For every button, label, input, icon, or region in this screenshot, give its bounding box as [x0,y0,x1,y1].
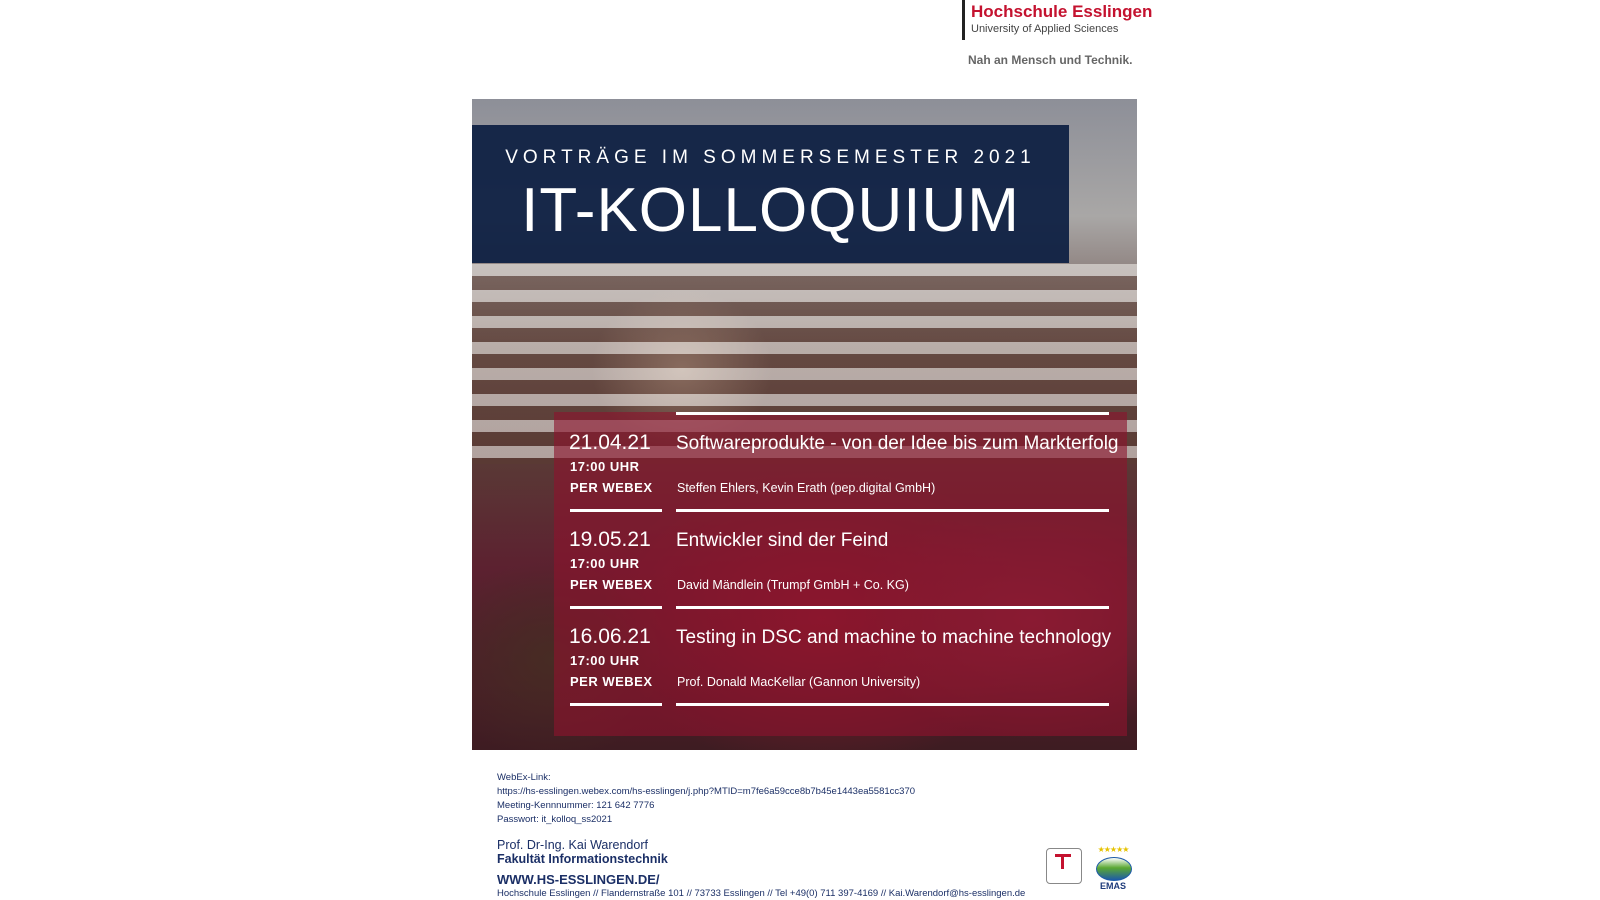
divider [570,703,662,706]
meeting-number: Meeting-Kennnummer: 121 642 7776 [497,800,655,811]
divider [570,509,662,512]
talk-location: PER WEBEX [570,577,653,592]
meeting-password: Passwort: it_kolloq_ss2021 [497,814,613,825]
university-name: Hochschule Esslingen [971,2,1153,21]
divider [676,703,1109,706]
poster-title: IT-KOLLOQUIUM [521,176,1020,245]
divider [676,509,1109,512]
professor-name: Prof. Dr-Ing. Kai Warendorf [497,838,648,852]
university-logo [962,0,1153,40]
talk-location: PER WEBEX [570,674,653,689]
divider [676,606,1109,609]
talk-time: 17:00 UHR [570,459,640,474]
talk-title: Softwareprodukte - von der Idee bis zum Markterfolg [676,433,1119,454]
talk-time: 17:00 UHR [570,556,640,571]
talk-speaker: Steffen Ehlers, Kevin Erath (pep.digital GmbH) [677,481,936,495]
emas-logo [1092,845,1134,900]
emas-label: EMAS [1099,881,1126,891]
footer-address: Hochschule Esslingen // Flandernstraße 101 // 73733 Esslingen // Tel +49(0) 711 397-4169 // Kai.Warendorf@hs-esslingen.de [497,888,1026,899]
slogan: Nah an Mensch und Technik. [968,53,1133,67]
website-link[interactable]: WWW.HS-ESSLINGEN.DE/ [497,872,660,887]
talk-schedule [554,412,1127,736]
talk-speaker: Prof. Donald MacKellar (Gannon University) [677,675,921,689]
webex-label: WebEx-Link: [497,772,551,783]
eu-stars-icon: ★★★★★ [1097,845,1129,854]
talk-title: Testing in DSC and machine to machine technology [676,627,1112,648]
talk-title: Entwickler sind der Feind [676,530,889,551]
talk-date: 21.04.21 [569,431,651,454]
poster-subtitle: VORTRÄGE IM SOMMERSEMESTER 2021 [505,147,1036,168]
university-subtitle: University of Applied Sciences [971,23,1119,35]
emas-globe-icon [1096,857,1132,881]
badge-mark [1061,857,1064,869]
talk-location: PER WEBEX [570,480,653,495]
faculty-name: Fakultät Informationstechnik [497,852,668,866]
talk-date: 19.05.21 [569,528,651,551]
certification-badge-icon [1046,848,1082,884]
divider [570,606,662,609]
talk-speaker: David Mändlein (Trumpf GmbH + Co. KG) [677,578,909,592]
title-box [472,125,1069,263]
divider-top [676,412,1109,415]
event-poster [472,99,1137,750]
webex-link[interactable]: https://hs-esslingen.webex.com/hs-esslingen/j.php?MTID=m7fe6a59cce8b7b45e1443ea5581cc370 [497,786,916,797]
talk-date: 16.06.21 [569,625,651,648]
talk-time: 17:00 UHR [570,653,640,668]
